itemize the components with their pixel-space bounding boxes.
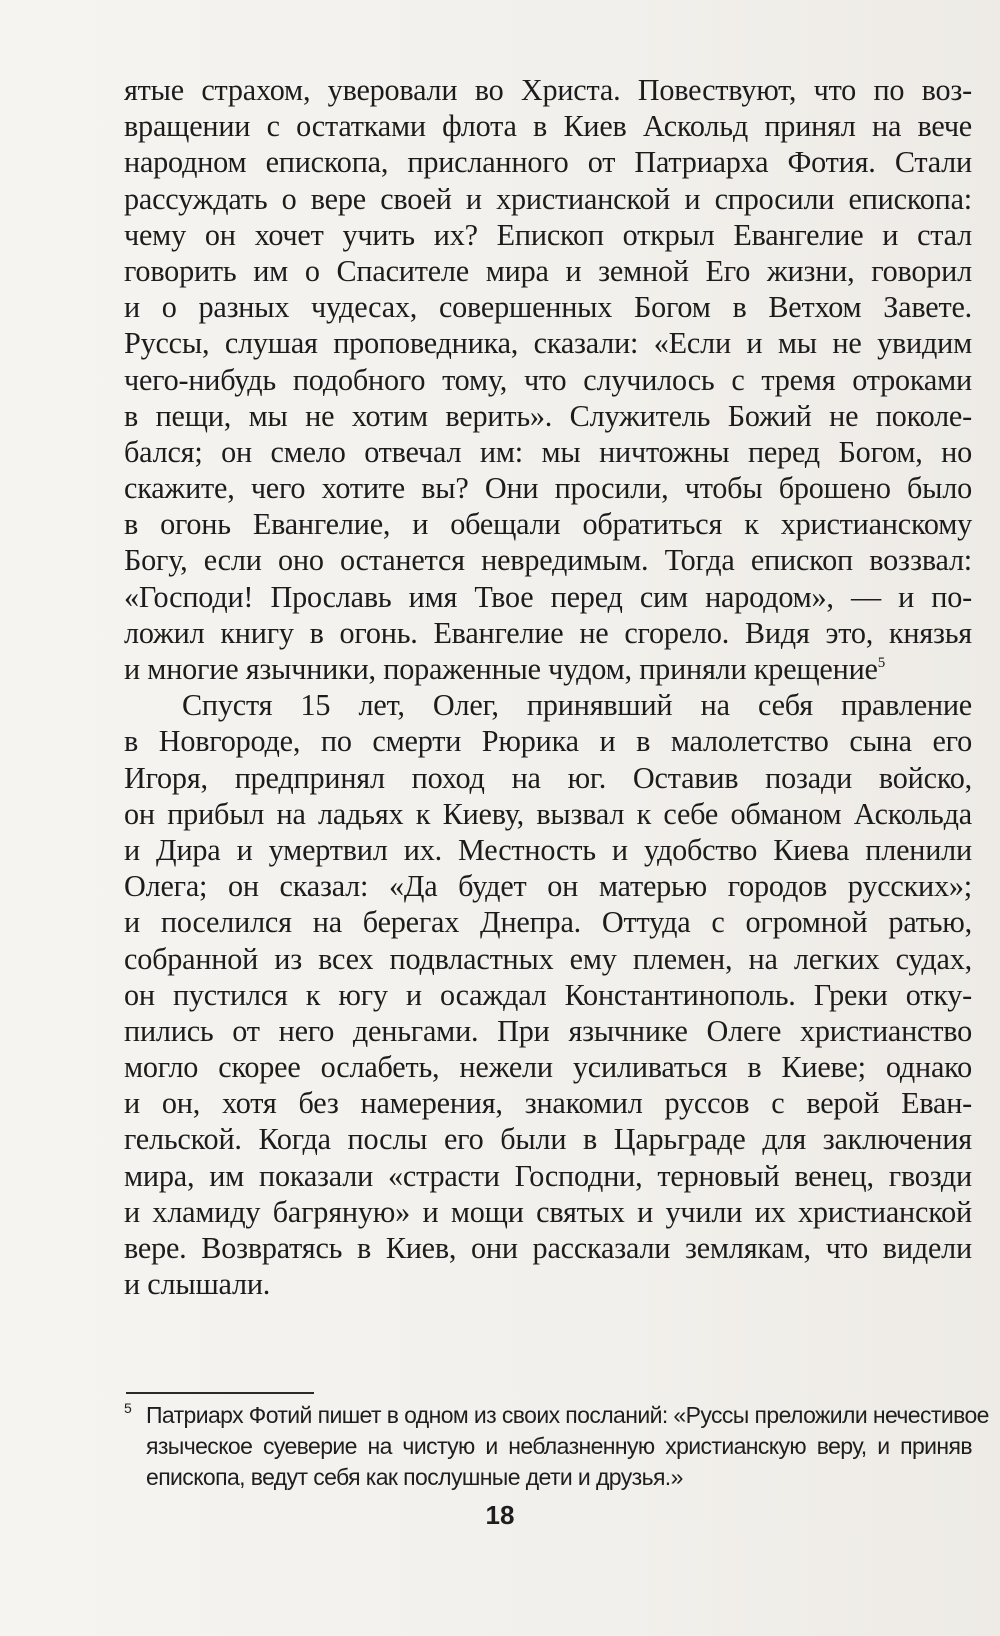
- text-line: чего-нибудь подобного тому, что случилось с тремя отроками: [124, 362, 972, 397]
- text-line: Богу, если оно останется невредимым. Тогда епископ воззвал:: [124, 543, 972, 578]
- text-line: рассуждать о вере своей и христианской и спросили епископа:: [124, 181, 972, 216]
- text-line: «Господи! Прославь имя Твое перед сим народом», — и по-: [124, 579, 972, 614]
- footnote: [124, 1400, 989, 1493]
- text-line: ложил книгу в огонь. Евангелие не сгорело. Видя это, князья: [124, 615, 972, 650]
- text-line: собранной из всех подвластных ему племен, на легких судах,: [124, 941, 972, 976]
- text-line-content: и многие язычники, пораженные чудом, приняли крещение: [124, 652, 878, 686]
- text-line: вращении с остатками флота в Киев Аскольд принял на вече: [124, 109, 972, 144]
- footnote-line: языческое суеверие на чистую и неблазненную христианскую веру, и приняв: [146, 1433, 972, 1459]
- footnote-line: епископа, ведут себя как послушные дети и друзья.»: [146, 1464, 683, 1490]
- text-line: чему он хочет учить их? Епископ открыл Евангелие и стал: [124, 217, 972, 252]
- footnote-reference[interactable]: 5: [877, 655, 886, 671]
- text-line: пились от него деньгами. При язычнике Олеге христианство: [124, 1013, 972, 1048]
- text-line: и о разных чудесах, совершенных Богом в Ветхом Завете.: [124, 290, 972, 325]
- body-text: [124, 72, 972, 1302]
- text-line: народном епископа, присланного от Патриарха Фотия. Стали: [124, 145, 972, 180]
- footnote-line: 5 Патриарх Фотий пишет в одном из своих посланий: «Руссы преложили нечестивое: [124, 1400, 989, 1428]
- text-line: в огонь Евангелие, и обещали обратиться к христианскому: [124, 507, 972, 542]
- text-line: он пустился к югу и осаждал Константинополь. Греки отку-: [124, 977, 972, 1012]
- text-line: и слышали.: [124, 1267, 271, 1302]
- text-line: в пещи, мы не хотим верить». Служитель Божий не поколе-: [124, 398, 972, 433]
- text-line: могло скорее ослабеть, нежели усиливаться в Киеве; однако: [124, 1050, 972, 1085]
- text-line: Игоря, предпринял поход на юг. Оставив позади войско,: [124, 760, 972, 795]
- footnote-line-text: Патриарх Фотий пишет в одном из своих посланий: «Руссы преложили нечестивое: [146, 1402, 989, 1428]
- text-line: скажите, чего хотите вы? Они просили, чтобы брошено было: [124, 471, 972, 506]
- text-line: и он, хотя без намерения, знакомил руссов с верой Еван-: [124, 1086, 972, 1121]
- page-number: 18: [485, 1500, 515, 1530]
- text-line: он прибыл на ладьях к Киеву, вызвал к себе обманом Аскольда: [124, 796, 972, 831]
- text-line: и поселился на берегах Днепра. Оттуда с огромной ратью,: [124, 905, 972, 940]
- text-line: бался; он смело отвечал им: мы ничтожны перед Богом, но: [124, 434, 972, 469]
- text-line: Олега; он сказал: «Да будет он матерью городов русских»;: [124, 869, 972, 904]
- text-line: и хламиду багряную» и мощи святых и учили их христианской: [124, 1194, 972, 1229]
- text-line: и Дира и умертвил их. Местность и удобство Киева пленили: [124, 832, 972, 867]
- text-line: вере. Возвратясь в Киев, они рассказали землякам, что видели: [124, 1231, 972, 1265]
- text-line: гельской. Когда послы его были в Царьграде для заключения: [124, 1122, 972, 1157]
- text-line: в Новгороде, по смерти Рюрика и в малолетство сына его: [124, 724, 972, 759]
- footnote-divider: [126, 1392, 314, 1394]
- text-line: Руссы, слушая проповедника, сказали: «Если и мы не увидим: [124, 326, 972, 361]
- text-line: говорить им о Спасителе мира и земной Его жизни, говорил: [124, 253, 972, 288]
- text-line: мира, им показали «страсти Господни, терновый венец, гвозди: [124, 1158, 972, 1193]
- paragraph-first-line: Спустя 15 лет, Олег, принявший на себя правление: [182, 688, 972, 723]
- paragraph-end-line: [124, 651, 972, 687]
- text-line: ятые страхом, уверовали во Христа. Повествуют, что по воз-: [124, 73, 972, 107]
